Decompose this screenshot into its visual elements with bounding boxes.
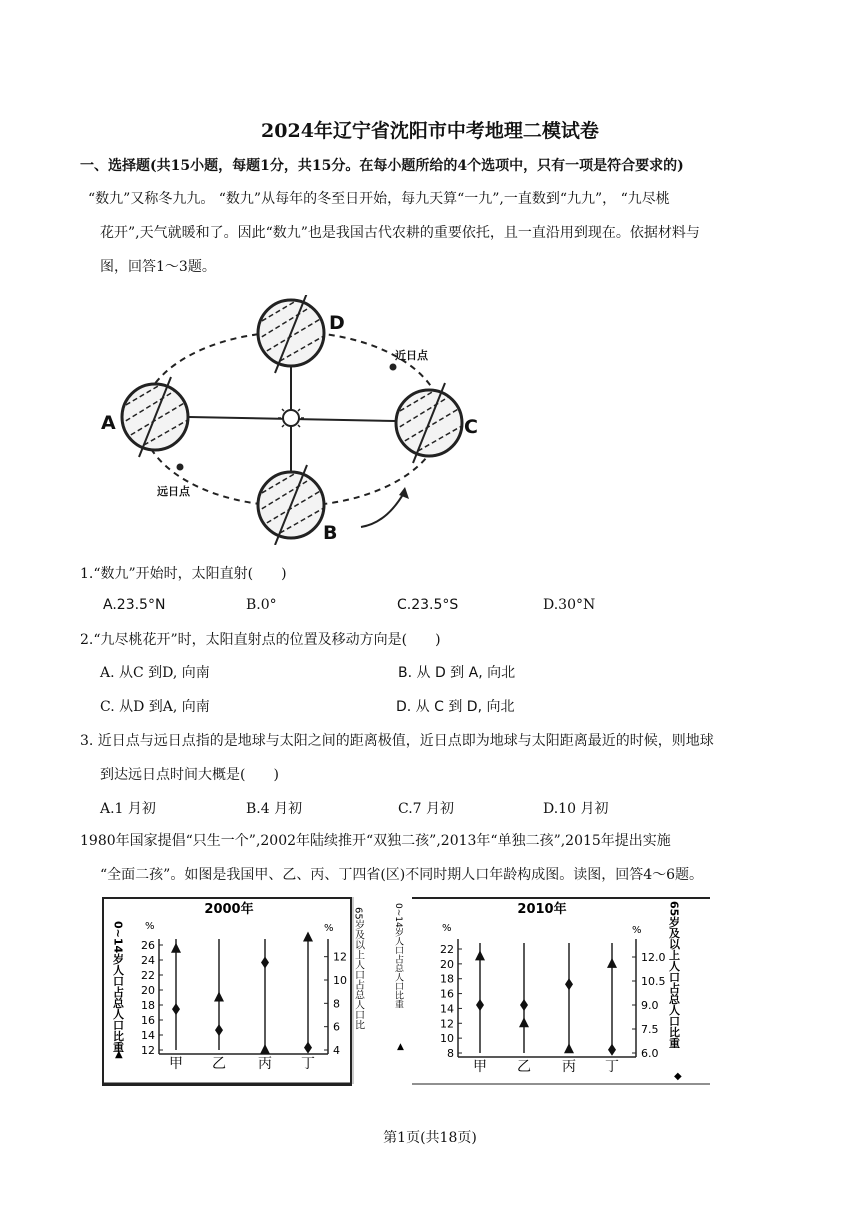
left-tick-label: 20 [440,957,454,971]
category-label: 丁 [301,1056,315,1072]
right-tick-label: 7.5 [641,1023,659,1036]
right-tick-label: 6 [333,1020,340,1034]
triangle-point [519,1017,529,1027]
chart-2000-left-unit: % [145,921,155,932]
question-3-line-2: 到达远日点时间大概是( ) [100,767,279,783]
label-c: C [464,416,478,438]
right-tick-label: 12.0 [641,951,666,964]
left-tick-label: 16 [440,987,454,1001]
left-tick-label: 14 [141,1029,155,1042]
section-heading: 一、选择题(共15小题，每题1分，共15分。在每小题所给的4个选项中，只有一项是符合要求的) [80,158,684,174]
left-tick-label: 16 [141,1014,155,1027]
left-tick-label: 8 [447,1047,454,1060]
category-label: 甲 [169,1056,183,1072]
chart-2000-right-axis-label: 65岁及以上人口占总人口比 [352,907,364,1030]
triangle-point [607,958,617,968]
category-label: 甲 [473,1059,487,1075]
chart-2000-right-unit: % [324,923,334,934]
diamond-point [565,978,573,990]
page-footer: 第1页(共18页) [383,1130,477,1146]
right-tick-label: 8 [333,997,340,1011]
intro-line-2: 花开”,天气就暖和了。因此“数九”也是我国古代农耕的重要依托，且一直沿用到现在。依据材料与 [100,225,700,241]
chart-2010-right-marker-icon: ◆ [674,1071,682,1082]
label-a: A [101,412,116,434]
left-tick-label: 26 [141,939,155,952]
chart-2000-left-axis-label: 0~14岁人口占总人口比重 [111,921,125,1053]
aphelion-label: 远日点 [157,485,190,498]
category-label: 丙 [258,1056,272,1072]
left-tick-label: 12 [141,1044,155,1057]
earth-orbit-diagram [95,295,495,545]
category-label: 丙 [562,1059,576,1075]
label-b: B [323,522,338,544]
q1-option-d: D.30°N [543,597,596,613]
q2-option-a: A. 从C 到D, 向南 [100,665,210,681]
q2-option-d: D. 从 C 到 D, 向北 [396,699,515,715]
q2-option-b: B. 从 D 到 A, 向北 [398,665,516,681]
intro-line-1: “数九”又称冬九九。 “数九”从每年的冬至日开始，每九天算“一九”,一直数到“九九”， “九尽桃 [88,191,670,207]
earth-position-c [393,383,467,463]
q3-option-c: C.7 月初 [398,801,455,817]
category-label: 乙 [517,1059,531,1075]
perihelion-label: 近日点 [395,349,428,362]
chart-2000-left-marker-icon: ▲ [115,1049,123,1060]
intro2-line-2: “全面二孩”。如图是我国甲、乙、丙、丁四省(区)不同时期人口年龄构成图。读图，回答4～6题。 [100,867,704,883]
q3-option-d: D.10 月初 [543,801,609,817]
question-3-line-1: 3. 近日点与远日点指的是地球与太阳之间的距离极值，近日点即为地球与太阳距离最近的时候，则地球 [80,733,714,749]
chart-2000-title: 2000年 [204,902,254,917]
left-tick-label: 20 [141,984,155,997]
right-tick-label: 10 [333,974,347,987]
q1-option-a: A.23.5°N [103,597,166,613]
chart-2000-right-axis-label-strip [352,897,412,1087]
category-label: 乙 [212,1056,226,1072]
page-title: 2024年辽宁省沈阳市中考地理二模试卷 [261,120,599,142]
perihelion-marker [390,364,397,371]
right-tick-label: 10.5 [641,975,666,988]
intro2-line-1: 1980年国家提倡“只生一个”,2002年陆续推开“双独二孩”,2013年“单独二孩”,2015年提出实施 [80,833,671,849]
right-tick-label: 4 [333,1044,340,1057]
right-tick-label: 9.0 [641,999,659,1012]
question-1-stem: 1.“数九”开始时，太阳直射( ) [80,566,287,582]
left-tick-label: 24 [141,954,155,967]
chart-2010-left-unit: % [442,923,452,934]
left-tick-label: 18 [440,972,454,986]
right-tick-label: 6.0 [641,1047,659,1060]
earth-position-d [255,295,329,373]
left-tick-label: 10 [440,1032,454,1046]
chart-2010-left-marker-icon: ▲ [397,1042,404,1052]
intro-line-3: 图，回答1～3题。 [100,259,216,275]
earth-position-a [119,377,193,457]
chart-2010-right-axis-label: 65岁及以上人口占总人口比重 [667,901,681,1049]
right-tick-label: 12 [333,950,347,964]
population-chart-2000 [102,897,352,1087]
diamond-point [608,1044,616,1056]
category-label: 丁 [605,1059,619,1075]
question-2-stem: 2.“九尽桃花开”时，太阳直射点的位置及移动方向是( ) [80,632,441,648]
q3-option-a: A.1 月初 [100,801,156,817]
left-tick-label: 22 [141,969,155,982]
chart-2010-title: 2010年 [517,902,567,917]
label-d: D [329,312,345,334]
orbit-direction-arrow [361,491,405,527]
left-tick-label: 14 [440,1002,454,1016]
triangle-point [475,950,485,960]
q1-option-c: C.23.5°S [397,597,459,613]
earth-position-b [255,465,329,545]
q3-option-b: B.4 月初 [246,801,303,817]
diamond-point [476,999,484,1011]
left-tick-label: 12 [440,1017,454,1031]
triangle-point [564,1043,574,1053]
diamond-point [520,999,528,1011]
q2-option-c: C. 从D 到A, 向南 [100,699,210,715]
left-tick-label: 22 [440,943,454,956]
q1-option-b: B.0° [246,597,277,613]
aphelion-marker [177,464,184,471]
chart-2010-right-unit: % [632,925,642,936]
chart-2010-left-axis-label: 0~14岁人口占总人口比重 [393,903,403,1009]
left-tick-label: 18 [141,999,155,1012]
population-chart-2010 [412,897,710,1087]
